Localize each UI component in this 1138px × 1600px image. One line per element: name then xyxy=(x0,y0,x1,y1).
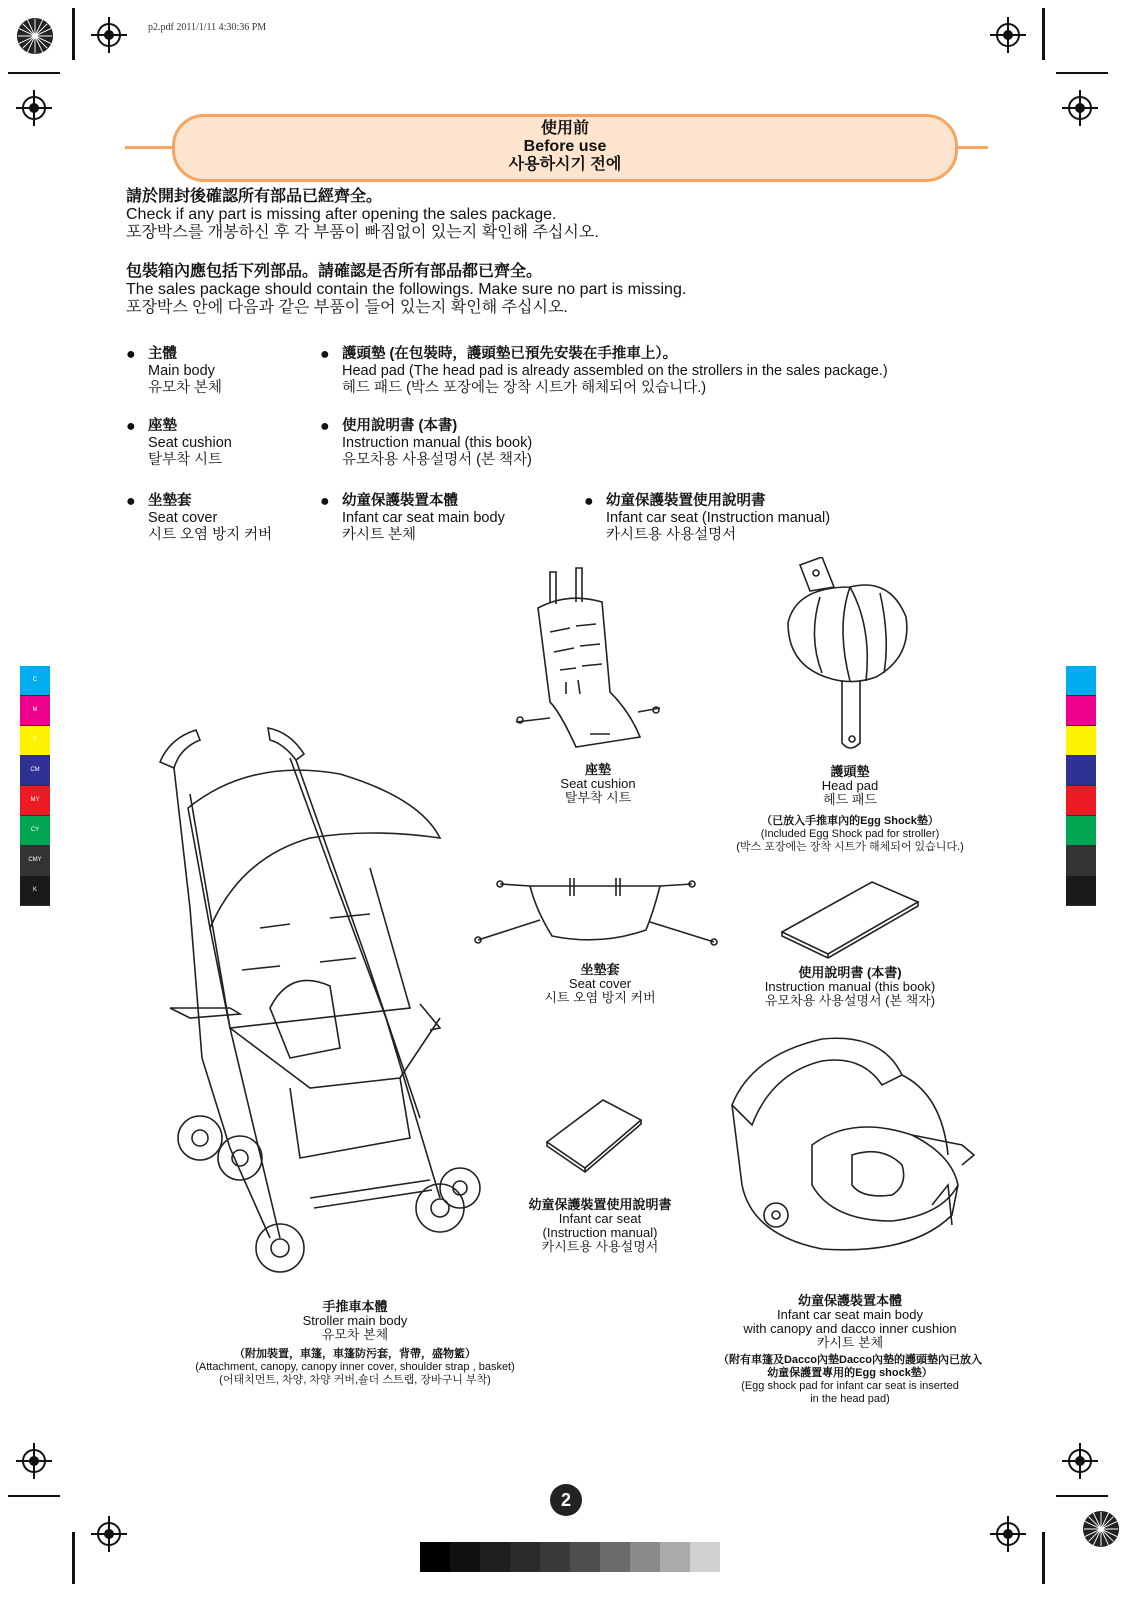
caption-head-pad xyxy=(700,765,1000,854)
gray-swatch xyxy=(510,1542,540,1572)
caption-ko: 유모차 본체 xyxy=(321,1327,389,1342)
caption-note: （附加裝置，車篷，車篷防污套，背帶，盛物籃） xyxy=(234,1348,476,1360)
gray-swatch xyxy=(480,1542,510,1572)
crop-mark xyxy=(1042,1532,1045,1584)
car-seat-illustration xyxy=(712,1035,982,1260)
car-seat-manual-illustration xyxy=(545,1098,645,1178)
item-ko: 카시트용 사용설명서 xyxy=(606,527,737,543)
crop-mark xyxy=(1056,1495,1108,1497)
crop-mark xyxy=(72,8,75,60)
grayscale-calibration-bar xyxy=(420,1542,720,1572)
gray-swatch xyxy=(540,1542,570,1572)
parts-list-item xyxy=(320,493,505,544)
crosshair-registration-mark xyxy=(990,17,1026,53)
item-ko: 카시트 본체 xyxy=(342,527,417,543)
caption-en: Seat cover xyxy=(568,976,632,991)
gray-swatch xyxy=(630,1542,660,1572)
parts-list-item xyxy=(126,346,222,397)
color-calibration-bar-right xyxy=(1066,666,1096,906)
bullet-icon: ● xyxy=(320,346,330,363)
color-swatch: CMY xyxy=(20,846,50,876)
caption-seat-cover xyxy=(520,963,680,1005)
caption-ko: 시트 오염 방지 커버 xyxy=(544,990,656,1005)
seat-cushion-illustration xyxy=(510,562,670,762)
caption-car-seat-manual xyxy=(510,1198,690,1254)
color-swatch xyxy=(1066,726,1096,756)
color-swatch: CM xyxy=(20,756,50,786)
bullet-icon: ● xyxy=(126,493,136,510)
caption-note: (박스 포장에는 장착 시트가 해체되어 있습니다.) xyxy=(736,841,964,853)
caption-cn: 坐墊套 xyxy=(580,962,620,977)
color-swatch xyxy=(1066,816,1096,846)
item-ko: 유모차용 사용설명서 (본 책자) xyxy=(342,452,532,468)
color-swatch xyxy=(1066,786,1096,816)
caption-seat-cushion xyxy=(548,763,648,805)
item-cn: 坐墊套 xyxy=(148,493,192,509)
bullet-icon: ● xyxy=(126,418,136,435)
intro-en: The sales package should contain the followings. Make sure no part is missing. xyxy=(126,281,687,298)
item-ko: 헤드 패드 (박스 포장에는 장착 시트가 해체되어 있습니다.) xyxy=(342,380,707,396)
title-en: Before use xyxy=(523,138,607,155)
bullet-icon: ● xyxy=(320,418,330,435)
item-cn: 護頭墊 (在包裝時，護頭墊已預先安裝在手推車上）。 xyxy=(342,346,678,362)
color-swatch xyxy=(1066,876,1096,906)
title-cn: 使用前 xyxy=(540,120,589,137)
crosshair-registration-mark xyxy=(91,1516,127,1552)
gray-swatch xyxy=(570,1542,600,1572)
seat-cover-illustration xyxy=(470,870,720,950)
gray-swatch xyxy=(600,1542,630,1572)
intro-paragraph xyxy=(126,263,686,317)
item-en: Infant car seat (Instruction manual) xyxy=(606,510,831,526)
caption-note: (Included Egg Shock pad for stroller) xyxy=(760,828,940,840)
gray-swatch xyxy=(450,1542,480,1572)
caption-ko: 유모차용 사용설명서 (본 책자) xyxy=(764,993,936,1008)
starburst-registration-mark xyxy=(16,17,54,55)
title-ko: 사용하시기 전에 xyxy=(508,156,622,173)
caption-cn: 使用說明書 (本書) xyxy=(798,965,902,980)
gray-swatch xyxy=(690,1542,720,1572)
parts-list-item xyxy=(126,493,272,544)
color-swatch: K xyxy=(20,876,50,906)
item-cn: 座墊 xyxy=(148,418,177,434)
crop-mark xyxy=(8,1495,60,1497)
color-swatch xyxy=(1066,846,1096,876)
parts-list-item xyxy=(320,346,888,397)
caption-note: （附有車篷及Dacco內墊Dacco內墊的護頭墊內已放入 xyxy=(717,1354,983,1366)
item-ko: 유모차 본체 xyxy=(148,380,223,396)
starburst-registration-mark xyxy=(1082,1510,1120,1548)
caption-cn: 護頭墊 xyxy=(830,764,870,779)
stroller-illustration xyxy=(150,718,490,1298)
caption-en: Head pad xyxy=(821,778,879,793)
caption-cn: 手推車本體 xyxy=(322,1299,388,1314)
caption-stroller xyxy=(170,1300,540,1387)
item-en: Head pad (The head pad is already assembled on the strollers in the sales package.) xyxy=(342,363,888,379)
crosshair-registration-mark xyxy=(16,1443,52,1479)
crop-mark xyxy=(8,72,60,74)
item-en: Seat cover xyxy=(148,510,218,526)
crosshair-registration-mark xyxy=(1062,90,1098,126)
caption-manual xyxy=(740,966,960,1008)
caption-en: with canopy and dacco inner cushion xyxy=(743,1321,957,1336)
gray-swatch xyxy=(660,1542,690,1572)
crosshair-registration-mark xyxy=(990,1516,1026,1552)
caption-cn: 幼童保護裝置使用說明書 xyxy=(528,1197,672,1212)
manual-book-illustration xyxy=(780,880,920,960)
intro-paragraph xyxy=(126,188,599,242)
item-cn: 幼童保護裝置使用說明書 xyxy=(606,493,766,509)
caption-note: （已放入手推車內的Egg Shock墊） xyxy=(761,815,939,827)
caption-cn: 幼童保護裝置本體 xyxy=(797,1293,902,1308)
crosshair-registration-mark xyxy=(91,17,127,53)
color-swatch: M xyxy=(20,696,50,726)
caption-en: Infant car seat xyxy=(558,1211,642,1226)
intro-cn: 包裝箱內應包括下列部品。請確認是否所有部品都已齊全。 xyxy=(126,263,543,280)
gray-swatch xyxy=(420,1542,450,1572)
caption-ko: 탈부착 시트 xyxy=(564,790,632,805)
color-swatch: C xyxy=(20,666,50,696)
crop-mark xyxy=(72,1532,75,1584)
caption-ko: 카시트용 사용설명서 xyxy=(541,1239,659,1254)
caption-note: (Egg shock pad for infant car seat is inserted xyxy=(741,1380,959,1392)
crop-mark xyxy=(1056,72,1108,74)
caption-car-seat xyxy=(700,1294,1000,1406)
crop-mark xyxy=(1042,8,1045,60)
caption-ko: 헤드 패드 xyxy=(823,792,877,807)
color-swatch: CY xyxy=(20,816,50,846)
crosshair-registration-mark xyxy=(16,90,52,126)
item-en: Infant car seat main body xyxy=(342,510,505,526)
crosshair-registration-mark xyxy=(1062,1443,1098,1479)
intro-ko: 포장박스를 개봉하신 후 각 부품이 빠짐없이 있는지 확인해 주십시오. xyxy=(126,224,599,241)
caption-en: (Instruction manual) xyxy=(542,1225,658,1240)
intro-en: Check if any part is missing after opening the sales package. xyxy=(126,206,557,223)
caption-en: Instruction manual (this book) xyxy=(764,979,936,994)
caption-en: Stroller main body xyxy=(302,1313,408,1328)
parts-list-item xyxy=(584,493,830,544)
item-cn: 幼童保護裝置本體 xyxy=(342,493,458,509)
caption-note: 幼童保護置專用的Egg shock墊） xyxy=(767,1367,933,1379)
item-ko: 탈부착 시트 xyxy=(148,452,223,468)
bullet-icon: ● xyxy=(126,346,136,363)
bullet-icon: ● xyxy=(320,493,330,510)
print-info: p2.pdf 2011/1/11 4:30:36 PM xyxy=(148,22,267,33)
item-cn: 使用說明書 (本書) xyxy=(342,418,458,434)
bullet-icon: ● xyxy=(584,493,594,510)
item-ko: 시트 오염 방지 커버 xyxy=(148,527,273,543)
item-en: Main body xyxy=(148,363,215,379)
intro-ko: 포장박스 안에 다음과 같은 부품이 들어 있는지 확인해 주십시오. xyxy=(126,299,568,316)
color-swatch: MY xyxy=(20,786,50,816)
caption-note: (어태치먼트, 차양, 차양 커버,숄더 스트랩, 장바구니 부착) xyxy=(219,1374,491,1386)
item-en: Seat cushion xyxy=(148,435,232,451)
color-swatch xyxy=(1066,666,1096,696)
title-rule-left xyxy=(125,146,175,149)
caption-note: in the head pad) xyxy=(810,1393,890,1405)
intro-cn: 請於開封後確認所有部品已經齊全。 xyxy=(126,188,383,205)
caption-en: Seat cushion xyxy=(560,776,636,791)
color-calibration-bar-left xyxy=(20,666,50,906)
parts-list-item xyxy=(320,418,532,469)
color-swatch xyxy=(1066,756,1096,786)
section-title xyxy=(172,114,958,182)
caption-ko: 카시트 본체 xyxy=(816,1335,884,1350)
page-number: 2 xyxy=(550,1484,582,1516)
item-cn: 主體 xyxy=(148,346,177,362)
color-swatch xyxy=(1066,696,1096,726)
caption-note: (Attachment, canopy, canopy inner cover, shoulder strap , basket) xyxy=(195,1361,515,1373)
color-swatch: Y xyxy=(20,726,50,756)
caption-cn: 座墊 xyxy=(584,762,611,777)
parts-list-item xyxy=(126,418,232,469)
head-pad-illustration xyxy=(780,557,920,757)
item-en: Instruction manual (this book) xyxy=(342,435,533,451)
caption-en: Infant car seat main body xyxy=(777,1307,923,1322)
